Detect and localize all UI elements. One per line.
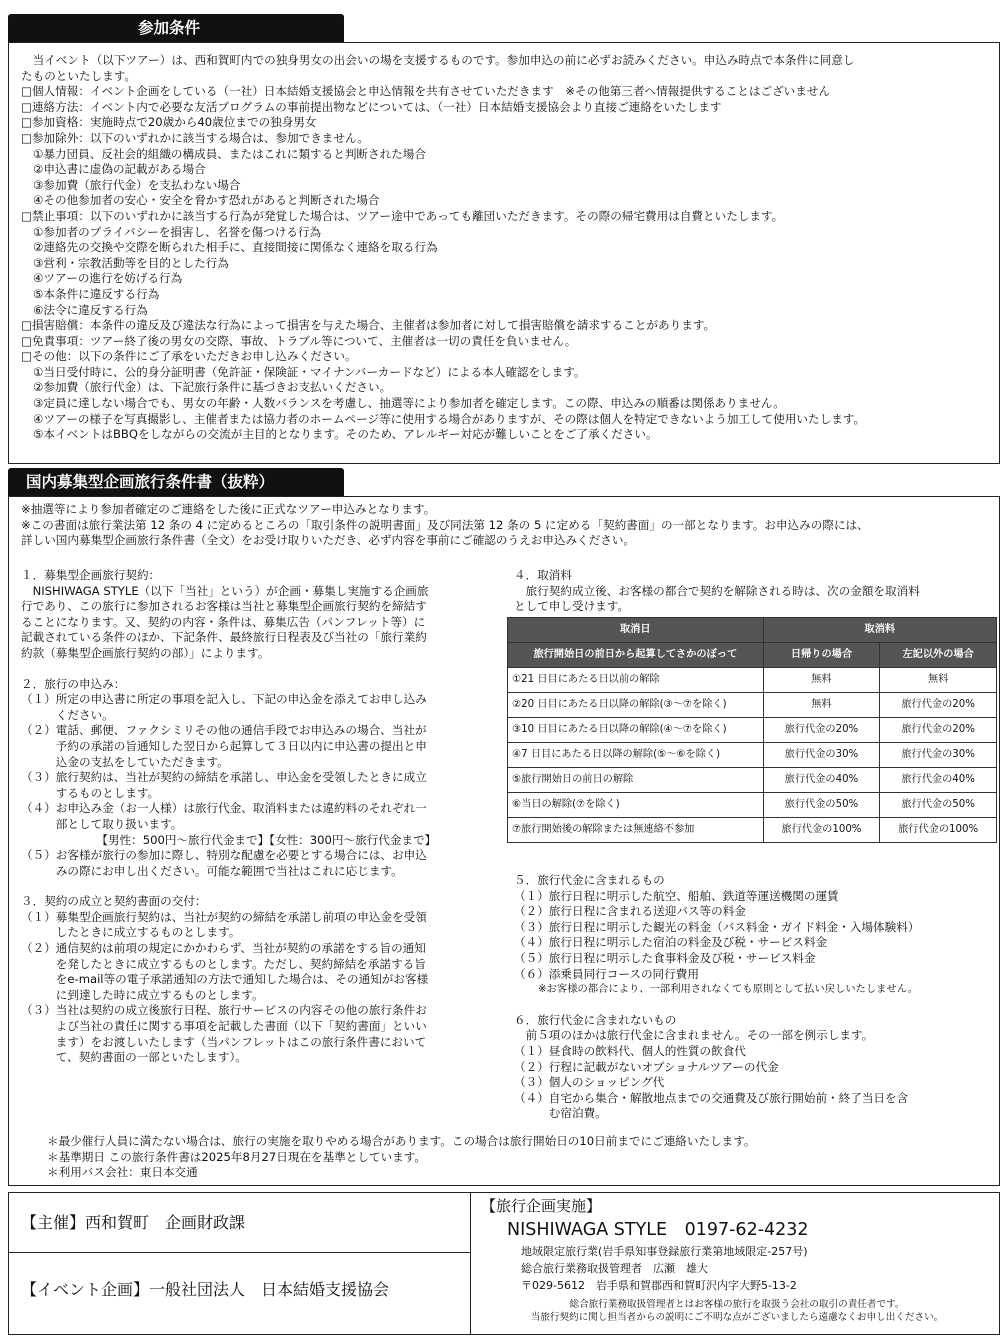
day-trip-fee-cell: 旅行代金の20% (763, 718, 880, 743)
table-header-cancel-fee: 取消料 (763, 618, 996, 643)
clause-line: ることになります。又、契約の内容・条件は、募集広告（パンフレット等）に (21, 614, 426, 629)
cancellation-fee-table (507, 617, 997, 843)
clause-line: ます）をお渡しいたします（当パンフレットはこの旅行条件書において (21, 1034, 427, 1049)
condition-line: ①暴力団員、反社会的組織の構成員、またはこれに類すると判断された場合 (33, 146, 426, 161)
condition-line: □損害賠償：本条件の違反及び違法な行為によって損害を与えた場合、主催者は参加者に対して損害賠償を請求することがあります。 (21, 318, 716, 333)
condition-line: □連絡方法：イベント内で必要な友活プログラムの事前提出物などについては、（一社）日本結婚支援協会より直接ご連絡をいたします (21, 99, 722, 114)
clause-line: （５）お客様が旅行の参加に際し、特別な配慮を必要とする場合には、お申込 (21, 848, 427, 863)
table-subheader-row (508, 643, 997, 668)
agency-detail: 〒029-5612 岩手県和賀郡西和賀町沢内字大野5-13-2 (521, 1279, 797, 1292)
condition-line: ②申込書に虚偽の記載がある場合 (33, 162, 206, 177)
agency-detail: 地域限定旅行業(岩手県知事登録旅行業第地域限定-257号) (521, 1245, 808, 1258)
table-subheader-day-trip: 日帰りの場合 (763, 643, 880, 668)
day-trip-fee-cell: 旅行代金の100% (763, 818, 880, 843)
clause-line: を発したときに成立するものとします。ただし、契約締結を承諾する旨 (21, 956, 426, 971)
condition-line: 当イベント（以下ツアー）は、西和賀町内での独身男女の出会いの場を支援するものです。参加申込の前に必ずお読みください。申込み時点で本条件に同意し (21, 53, 855, 67)
included-note: ※お客様の都合により、一部利用されなくても原則として払い戻しいたしません。 (538, 983, 918, 996)
condition-line: □その他：以下の条件にご了承をいただきお申し込みください。 (21, 349, 357, 364)
clause-line: （３）旅行契約は、当社が契約の締結を承諾し、申込金を受領したときに成立 (21, 770, 427, 785)
clause-line: （１）募集型企画旅行契約は、当社が契約の締結を承諾し前項の申込金を受領 (21, 909, 427, 924)
clause-line: （２）通信契約は前項の規定にかかわらず、当社が契約の承諾をする旨の通知 (21, 941, 426, 956)
day-trip-fee-cell: 旅行代金の40% (763, 768, 880, 793)
condition-line: ①当日受付時に、公的身分証明書（免許証・保険証・マイナンバーカードなど）による本人確認をします。 (33, 364, 586, 379)
included-item: （１）旅行日程に明示した航空、船舶、鉄道等運送機関の運賃 (514, 888, 839, 903)
day-trip-fee-cell: 旅行代金の50% (763, 793, 880, 818)
condition-line: ③参加費（旅行代金）を支払わない場合 (33, 177, 241, 192)
condition-line: ⑥法令に違反する行為 (33, 302, 148, 317)
excluded-item: （２）行程に記載がないオプショナルツアーの代金 (514, 1059, 779, 1074)
sponsor-label: 【主催】西和賀町 企画財政課 (9, 1193, 470, 1253)
excluded-item: （４）自宅から集合・解散地点までの交通費及び旅行開始前・終了当日を含 (514, 1090, 909, 1105)
other-fee-cell: 無料 (880, 668, 997, 693)
excluded-item: （３）個人のショッピング代 (514, 1075, 665, 1090)
clause-line (21, 662, 506, 677)
other-fee-cell: 旅行代金の40% (880, 768, 997, 793)
clause-line: に到達した時に成立するものとします。 (21, 987, 264, 1002)
condition-line: ④ツアーの進行を妨げる行為 (33, 271, 183, 286)
impl-title: 【旅行企画実施】 (481, 1197, 602, 1215)
day-trip-fee-cell: 無料 (763, 668, 880, 693)
footnote: ＊基準期日 この旅行条件書は2025年8月27日現在を基準としています。 (47, 1149, 427, 1164)
cancel-date-cell: ⑦旅行開始後の解除または無連絡不参加 (508, 818, 764, 843)
cancel-heading-line: 旅行契約成立後、お客様の都合で契約を解除される時は、次の金額を取消料 (514, 583, 920, 598)
clause-line: 部として取り扱います。 (21, 816, 183, 831)
included-item: ５．旅行代金に含まれるもの (514, 873, 665, 887)
agency-detail: 総合旅行業務取扱管理者 広瀬 雄大 (521, 1262, 708, 1275)
clause-line: て、契約書面の一部といたします）。 (21, 1050, 247, 1065)
excluded-item: ６．旅行代金に含まれないもの (514, 1012, 677, 1027)
clause-line: したときに成立するものとします。 (21, 925, 241, 940)
cancel-date-cell: ③10 日目にあたる日以降の解除(④～⑦を除く) (508, 718, 764, 743)
condition-line: □参加除外：以下のいずれかに該当する場合は、参加できません。 (21, 130, 369, 145)
clause-line: 行であり、この旅行に参加されるお客様は当社と募集型企画旅行契約を締結す (21, 599, 427, 614)
organizer-footer (8, 1192, 1000, 1335)
clause-line: 約款（募集型企画旅行契約の部）」によります。 (21, 645, 270, 660)
condition-line: □禁止事項：以下のいずれかに該当する行為が発覚した場合は、ツアー途中であっても離団いただきます。その際の帰宅費用は自費といたします。 (21, 208, 784, 223)
table-row (508, 668, 997, 693)
clause-line: １．募集型企画旅行契約： (21, 568, 161, 582)
cancel-date-cell: ①21 日目にあたる日以前の解除 (508, 668, 764, 693)
clause-line: をe-mail等の電子承諾通知の方法で通知した場合は、その通知がお客様 (21, 972, 429, 987)
other-fee-cell: 旅行代金の30% (880, 743, 997, 768)
intro-line: ※抽選等により参加者確定のご連絡をした後に正式なツアー申込みとなります。 (21, 502, 436, 516)
table-subheader-other: 左記以外の場合 (880, 643, 997, 668)
cancel-heading-line: ４．取消料 (514, 568, 572, 582)
condition-line: ②連絡先の交換や交際を断られた相手に、直接間接に関係なく連絡を取る行為 (33, 240, 438, 255)
other-fee-cell: 旅行代金の20% (880, 693, 997, 718)
table-row (508, 693, 997, 718)
cancel-heading-line: として申し受けます。 (514, 599, 630, 614)
section-title-travel-conditions: 国内募集型企画旅行条件書（抜粋） (8, 468, 344, 496)
other-fee-cell: 旅行代金の20% (880, 718, 997, 743)
condition-line: ⑤本イベントはBBQをしながらの交流が主目的となります。そのため、アレルギー対応が難しいことをご了承ください。 (33, 427, 658, 442)
company-name-phone: NISHIWAGA STYLE 0197-62-4232 (507, 1220, 809, 1240)
section-title-participation: 参加条件 (8, 14, 344, 42)
condition-line: □免責事項：ツアー終了後の男女の交際、事故、トラブル等について、主催者は一切の責任を負いません。 (21, 333, 577, 348)
clause-line: NISHIWAGA STYLE（以下「当社」という）が企画・募集し実施する企画旅 (21, 583, 429, 598)
intro-text (21, 502, 869, 549)
clause-line: ３．契約の成立と契約書面の交付： (21, 894, 207, 909)
excluded-item: （１）昼食時の飲料代、個人的性質の飲食代 (514, 1043, 746, 1058)
included-item: （２）旅行日程に含まれる送迎バス等の料金 (514, 904, 746, 919)
intro-line: ※この書面は旅行業法第 12 条の 4 に定めるところの「取引条件の説明書面」及び同法第 12 条の 5 に定める「契約書面」の一部となります。お申込みの際には、 (21, 517, 869, 532)
footnote: ＊最少催行人員に満たない場合は、旅行の実施を取りやめる場合があります。この場合は旅行開始日の10日前までにご連絡いたします。 (47, 1134, 756, 1148)
clause-line: （１）所定の申込書に所定の事項を記入し、下記の申込金を添えてお申し込み (21, 692, 427, 707)
included-item: （３）旅行日程に明示した観光の料金（バス料金・ガイド料金・入場体験料） (514, 919, 920, 934)
clause-line: （４）お申込み金（お一人様）は旅行代金、取消料または違約料のそれぞれ一 (21, 801, 427, 816)
condition-line: ①参加者のプライバシーを損害し、名誉を傷つける行為 (33, 224, 322, 239)
footnotes (47, 1134, 756, 1181)
other-fee-cell: 旅行代金の100% (880, 818, 997, 843)
day-trip-fee-cell: 旅行代金の30% (763, 743, 880, 768)
cancel-date-cell: ④7 日目にあたる日以降の解除(⑤～⑥を除く) (508, 743, 764, 768)
excluded-item: む宿泊費。 (514, 1106, 607, 1121)
excluded-item: 前５項のほかは旅行代金に含まれません。その一部を例示します。 (514, 1028, 874, 1043)
travel-conditions-box (8, 496, 1000, 1186)
clause-line: 込金の支払をしていただきます。 (21, 754, 229, 769)
event-planner-label: 【イベント企画】一般社団法人 日本結婚支援協会 (21, 1280, 390, 1299)
condition-line: たものといたします。 (21, 68, 137, 83)
participation-conditions-box (8, 42, 1000, 464)
cancel-fee-heading (514, 568, 920, 615)
table-row (508, 718, 997, 743)
condition-line: ④ツアーの様子を写真撮影し、主催者または協力者のホームページ等に使用する場合がありますが、その際は個人を特定できないよう加工して使用いたします。 (33, 411, 866, 426)
cancel-date-cell: ②20 日目にあたる日以降の解除(③～⑦を除く) (508, 693, 764, 718)
clause-line: するものとします。 (21, 785, 160, 800)
included-item: （６）添乗員同行コースの同行費用 (514, 966, 699, 981)
clause-line: ください。 (21, 707, 114, 722)
day-trip-fee-cell: 無料 (763, 693, 880, 718)
clause-line: ２．旅行の申込み： (21, 676, 126, 691)
clause-line: 記載されている条件のほか、下記条件、最終旅行日程表及び当社の「旅行業約 (21, 630, 427, 645)
other-fee-cell: 旅行代金の50% (880, 793, 997, 818)
clause-line: 予約の承諾の旨通知した翌日から起算して３日以内に申込書の提出と申 (21, 738, 427, 753)
clause-line: （３）当社は契約の成立後旅行日程、旅行サービスの内容その他の旅行条件お (21, 1003, 427, 1018)
travel-agency-info (470, 1193, 1001, 1334)
included-costs (514, 873, 919, 1122)
clause-line: （２）電話、郵便、ファクシミリその他の通信手段でお申込みの場合、当社が (21, 723, 427, 738)
clause-line (21, 879, 506, 894)
table-header-cancel-date: 取消日 (508, 618, 764, 643)
table-header-row (508, 618, 997, 643)
clause-line: 【男性：500円～旅行代金まで】【女性：300円～旅行代金まで】 (21, 832, 437, 847)
left-column-clauses (21, 568, 506, 1066)
condition-line: ②参加費（旅行代金）は、下記旅行条件に基づきお支払いください。 (33, 380, 392, 395)
condition-line: ③定員に達しない場合でも、男女の年齢・人数バランスを考慮し、抽選等により参加者を確定します。この際、申込みの順番は関係ありません。 (33, 396, 785, 411)
included-item: （４）旅行日程に明示した宿泊の料金及び税・サービス料金 (514, 935, 828, 950)
condition-line: □参加資格：実施時点で20歳から40歳位までの独身男女 (21, 115, 317, 130)
cancel-date-cell: ⑥当日の解除(⑦を除く) (508, 793, 764, 818)
table-subheader-basis: 旅行開始日の前日から起算してさかのぼって (508, 643, 764, 668)
table-row (508, 818, 997, 843)
included-item: （５）旅行日程に明示した食事料金及び税・サービス料金 (514, 950, 816, 965)
condition-line: ⑤本条件に違反する行為 (33, 286, 160, 301)
footnote: ＊利用バス会社：東日本交通 (47, 1165, 198, 1180)
condition-line: ④その他参加者の安心・安全を脅かす恐れがあると判断された場合 (33, 193, 380, 208)
cancel-date-cell: ⑤旅行開始日の前日の解除 (508, 768, 764, 793)
clause-line: よび当社の責任に関する事項を記載した書面（以下「契約書面」といい (21, 1019, 427, 1034)
condition-line: ③営利・宗教活動等を目的とした行為 (33, 255, 229, 270)
disclaimer-line: 総合旅行業務取扱管理者とはお客様の旅行を取扱う会社の取引の責任者です。 (569, 1299, 905, 1310)
table-row (508, 768, 997, 793)
clause-line: みの際にお申し出ください。可能な範囲で当社はこれに応じます。 (21, 863, 403, 878)
condition-line: □個人情報：イベント企画をしている（一社）日本結婚支援協会と申込情報を共有させていただきます ※その他第三者へ情報提供することはございません (21, 84, 831, 99)
table-row (508, 743, 997, 768)
intro-line: 詳しい国内募集型企画旅行条件書（全文）をお受け取りいただき、必ず内容を事前にご確認のうえお申込みください。 (21, 533, 636, 548)
disclaimer-line: 当旅行契約に関し担当者からの説明にご不明な点がございましたら遠慮なくお申し出ください。 (530, 1311, 944, 1323)
table-row (508, 793, 997, 818)
